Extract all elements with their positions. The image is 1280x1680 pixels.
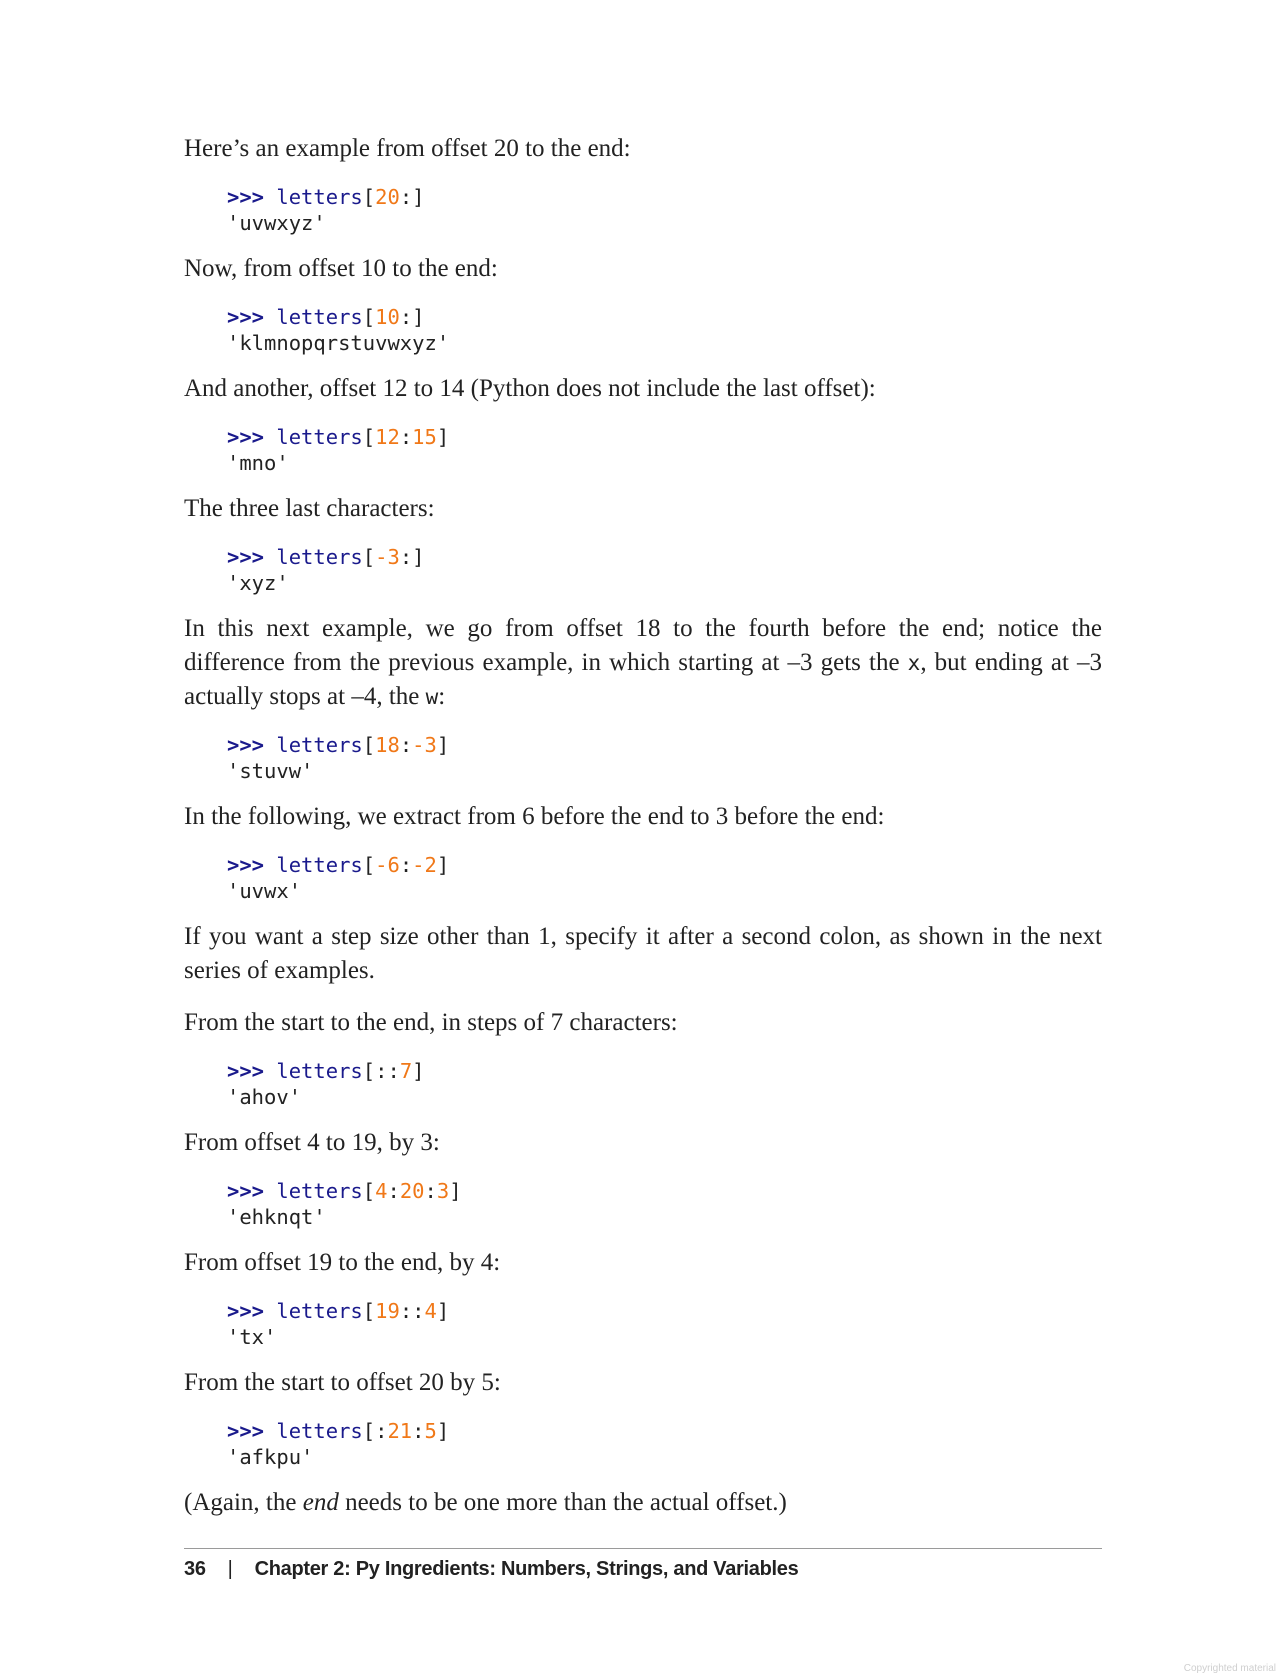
code-input-line xyxy=(227,184,1102,210)
code-input-line xyxy=(227,732,1102,758)
code-punctuation: ] xyxy=(436,733,450,757)
chapter-title: Chapter 2: Py Ingredients: Numbers, Strings, and Variables xyxy=(254,1558,799,1580)
body-paragraph xyxy=(184,1486,1102,1520)
code-example xyxy=(227,1298,1102,1350)
code-punctuation: ] xyxy=(436,853,450,877)
code-input-line xyxy=(227,304,1102,330)
code-number: 21 xyxy=(387,1419,413,1443)
code-output-line: 'stuvw' xyxy=(227,759,314,783)
body-paragraph: From the start to the end, in steps of 7 characters: xyxy=(184,1009,678,1036)
code-output-line: 'uvwx' xyxy=(227,879,302,903)
body-paragraph: And another, offset 12 to 14 (Python does not include the last offset): xyxy=(184,375,876,402)
code-output-line: 'tx' xyxy=(227,1325,277,1349)
code-identifier: letters xyxy=(276,1419,363,1443)
python-prompt: >>> xyxy=(227,853,265,877)
code-punctuation: ] xyxy=(449,1179,462,1203)
code-punctuation: : xyxy=(412,1419,425,1443)
code-output-line: 'ahov' xyxy=(227,1085,302,1109)
code-example xyxy=(227,732,1102,784)
code-punctuation: ] xyxy=(436,425,450,449)
code-number: 20 xyxy=(375,185,400,209)
code-example xyxy=(227,184,1102,236)
code-number: 7 xyxy=(399,1059,413,1083)
python-prompt: >>> xyxy=(227,185,265,209)
code-punctuation: : xyxy=(399,425,413,449)
copyright-watermark: Copyrighted material xyxy=(1183,1663,1276,1674)
code-output-line: 'afkpu' xyxy=(227,1445,314,1469)
body-paragraph xyxy=(184,612,1102,714)
page-number: 36 xyxy=(184,1558,206,1580)
code-identifier: letters xyxy=(276,733,363,757)
body-paragraph: Here’s an example from offset 20 to the end: xyxy=(184,135,631,162)
emphasis-text: end xyxy=(302,1489,339,1516)
python-prompt: >>> xyxy=(227,305,265,329)
code-identifier: letters xyxy=(276,853,363,877)
code-input-line xyxy=(227,852,1102,878)
code-number: 4 xyxy=(375,1179,388,1203)
code-punctuation: [ xyxy=(362,1179,376,1203)
code-identifier: letters xyxy=(276,1299,363,1323)
code-number: 5 xyxy=(424,1419,437,1443)
code-identifier: letters xyxy=(276,305,363,329)
text-run: In this next example, we go from offset 18 to the fourth before the end; notice the difference from the previous example, in which starting at –3 gets the xyxy=(184,615,1102,676)
code-output-line: 'klmnopqrstuvwxyz' xyxy=(227,331,450,355)
code-input-line xyxy=(227,1418,1102,1444)
code-number: 3 xyxy=(436,1179,450,1203)
text-run: (Again, the xyxy=(184,1489,303,1516)
code-punctuation: ] xyxy=(436,1419,450,1443)
code-punctuation: [ xyxy=(362,853,376,877)
code-input-line xyxy=(227,424,1102,450)
code-example xyxy=(227,304,1102,356)
python-prompt: >>> xyxy=(227,1299,265,1323)
footer-separator: | xyxy=(227,1558,233,1580)
code-punctuation: [:: xyxy=(362,1059,400,1083)
code-number: -3 xyxy=(412,733,437,757)
python-prompt: >>> xyxy=(227,1059,265,1083)
body-paragraph: Now, from offset 10 to the end: xyxy=(184,255,498,282)
footer-divider xyxy=(184,1548,1102,1549)
text-run: : xyxy=(438,683,446,710)
code-punctuation: [ xyxy=(362,185,376,209)
code-punctuation: [ xyxy=(362,733,376,757)
body-paragraph: The three last characters: xyxy=(184,495,435,522)
code-punctuation: [ xyxy=(362,1299,376,1323)
code-number: 12 xyxy=(375,425,400,449)
code-number: 15 xyxy=(412,425,437,449)
code-number: 18 xyxy=(375,733,400,757)
code-number: -3 xyxy=(375,545,400,569)
body-paragraph: From offset 19 to the end, by 4: xyxy=(184,1249,501,1276)
code-number: 19 xyxy=(375,1299,400,1323)
code-identifier: letters xyxy=(276,1179,363,1203)
code-punctuation: :] xyxy=(399,185,425,209)
code-number: 20 xyxy=(399,1179,425,1203)
python-prompt: >>> xyxy=(227,1179,265,1203)
code-output-line: 'xyz' xyxy=(227,571,289,595)
inline-code: w xyxy=(425,685,439,709)
body-paragraph: From the start to offset 20 by 5: xyxy=(184,1369,501,1396)
code-punctuation: : xyxy=(387,1179,400,1203)
code-example xyxy=(227,1178,1102,1230)
code-punctuation: : xyxy=(399,853,413,877)
code-identifier: letters xyxy=(276,185,363,209)
code-output-line: 'mno' xyxy=(227,451,289,475)
code-identifier: letters xyxy=(276,1059,363,1083)
code-output-line: 'uvwxyz' xyxy=(227,211,326,235)
text-run: , but ending at –3 actually stops at –4, the xyxy=(184,649,1103,710)
code-identifier: letters xyxy=(276,425,363,449)
code-example xyxy=(227,852,1102,904)
page-footer xyxy=(184,1558,798,1581)
code-input-line xyxy=(227,1178,1102,1204)
python-prompt: >>> xyxy=(227,425,265,449)
page-body xyxy=(184,132,1102,1520)
body-paragraph: From offset 4 to 19, by 3: xyxy=(184,1129,440,1156)
body-paragraph: If you want a step size other than 1, specify it after a second colon, as shown in the next series of examples. xyxy=(184,923,1102,984)
code-input-line xyxy=(227,1058,1102,1084)
code-example xyxy=(227,1058,1102,1110)
body-paragraph: In the following, we extract from 6 before the end to 3 before the end: xyxy=(184,803,885,830)
python-prompt: >>> xyxy=(227,733,265,757)
code-output-line: 'ehknqt' xyxy=(227,1205,326,1229)
text-run: needs to be one more than the actual offset.) xyxy=(338,1489,787,1516)
code-punctuation: :] xyxy=(399,545,425,569)
code-punctuation: :: xyxy=(399,1299,425,1323)
code-punctuation: [ xyxy=(362,545,376,569)
code-example xyxy=(227,1418,1102,1470)
code-punctuation: :] xyxy=(399,305,425,329)
python-prompt: >>> xyxy=(227,545,265,569)
code-identifier: letters xyxy=(276,545,363,569)
code-example xyxy=(227,424,1102,476)
code-input-line xyxy=(227,544,1102,570)
code-example xyxy=(227,544,1102,596)
code-punctuation: [ xyxy=(362,425,376,449)
code-number: -2 xyxy=(412,853,437,877)
code-punctuation: : xyxy=(424,1179,437,1203)
code-punctuation: [ xyxy=(362,305,376,329)
code-input-line xyxy=(227,1298,1102,1324)
code-punctuation: ] xyxy=(412,1059,425,1083)
python-prompt: >>> xyxy=(227,1419,265,1443)
code-punctuation: : xyxy=(399,733,413,757)
code-punctuation: [: xyxy=(362,1419,388,1443)
code-number: 10 xyxy=(375,305,400,329)
code-number: -6 xyxy=(375,853,400,877)
code-number: 4 xyxy=(424,1299,437,1323)
inline-code: x xyxy=(907,651,921,675)
code-punctuation: ] xyxy=(436,1299,450,1323)
